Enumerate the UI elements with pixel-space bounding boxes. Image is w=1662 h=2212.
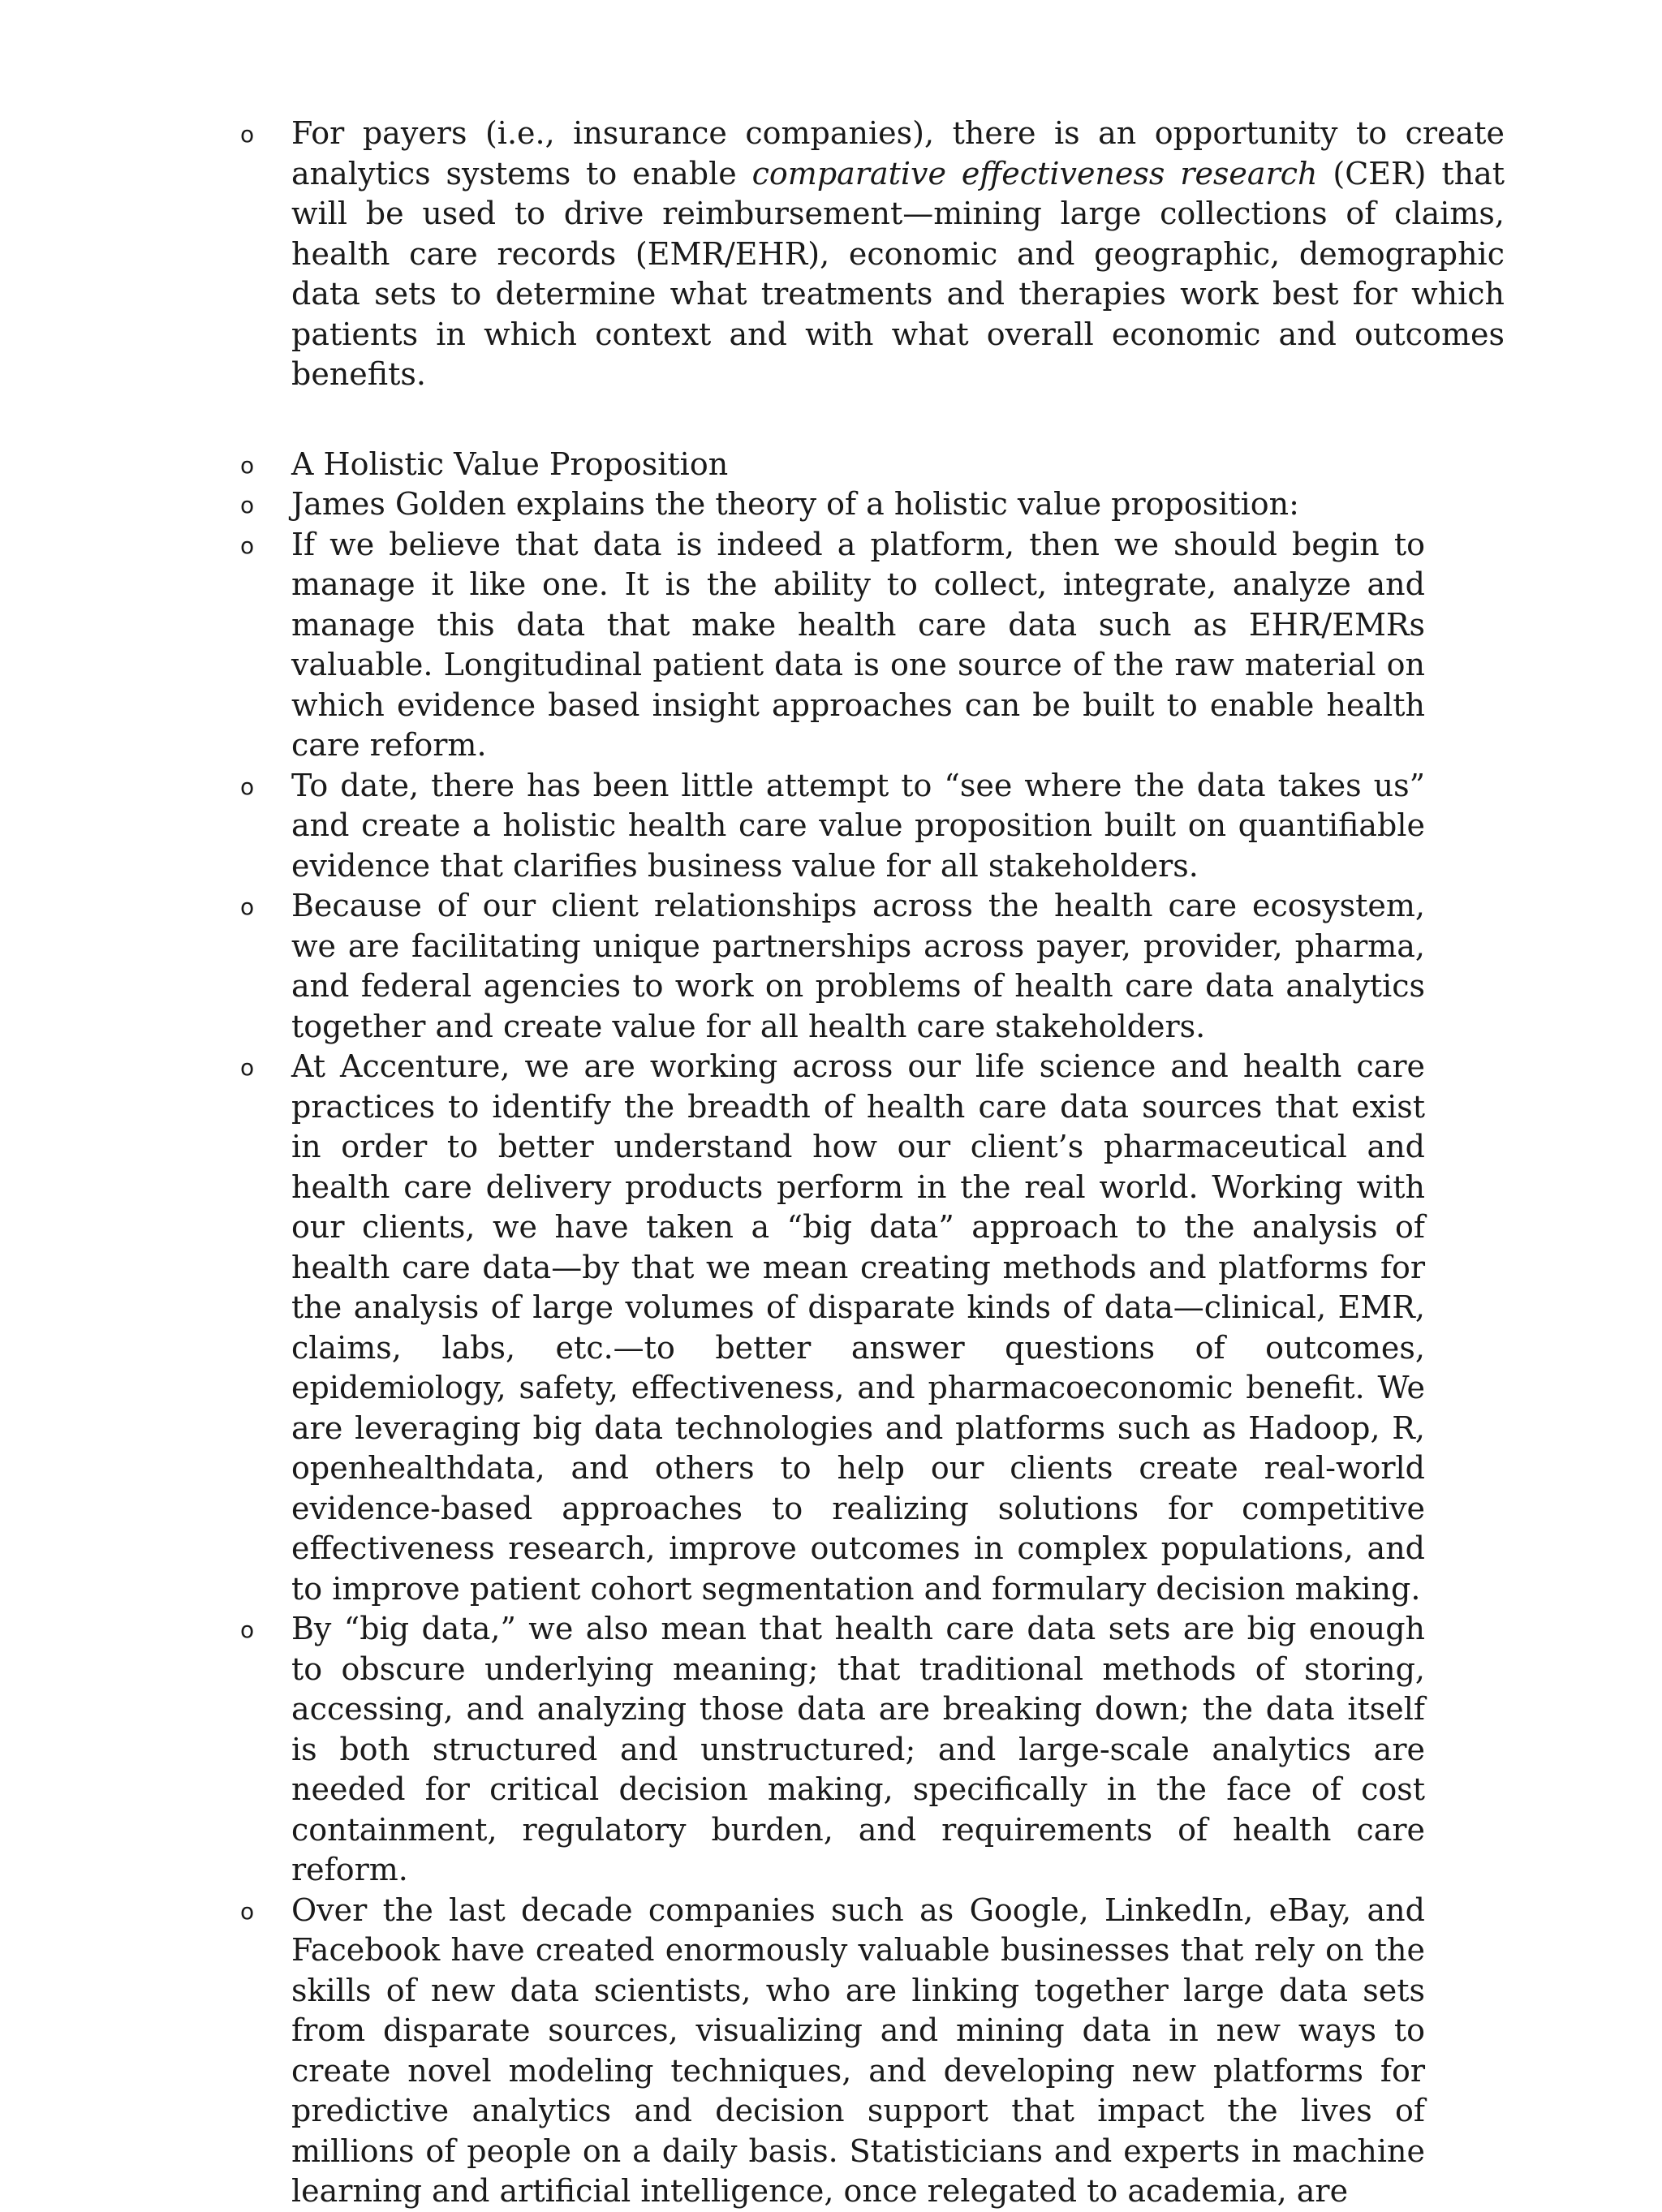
bullet-text: Over the last decade companies such as Google, LinkedIn, eBay, and Facebook have created enormously valuable businesses that rely on the skills of new data scientists, who are linking together large data sets from disparate sources, visualizing and mining data in new ways to create novel modeling techniques, and developing new platforms for predictive analytics and decision support that impact the lives of millions of people on a daily basis. Statisticians and experts in machine learning and artificial intelligence, once relegated to academia, are — [291, 1891, 1425, 2209]
bullet-marker: o — [240, 492, 255, 519]
bullet-text: James Golden explains the theory of a holistic value proposition: — [291, 486, 1299, 522]
bullet-marker: o — [240, 531, 255, 559]
bullet-item-golden — [240, 484, 1425, 525]
bullet-text-emphasis: comparative effectiveness research — [751, 155, 1318, 192]
bullet-marker: o — [240, 772, 255, 800]
bullet-list — [240, 114, 1505, 2212]
bullet-item-payers — [240, 114, 1505, 395]
bullet-item-to-date — [240, 766, 1425, 887]
bullet-marker: o — [240, 1897, 255, 1925]
bullet-item-platform — [240, 525, 1425, 766]
bullet-text: At Accenture, we are working across our life science and health care practices to identify the breadth of health care data sources that exist in order to better understand how our client’s pharmaceutical and health care delivery products perform in the real world. Working with our clients, we have taken a “big data” approach to the analysis of health care data—by that we mean creating methods and platforms for the analysis of large volumes of disparate kinds of data—clinical, EMR, claims, labs, etc.—to better answer questions of outcomes, epidemiology, safety, effectiveness, and pharmacoeconomic benefit. We are leveraging big data technologies and platforms such as Hadoop, R, openhealthdata, and others to help our clients create real-world evidence-based approaches to realizing solutions for competitive effectiveness research, improve outcomes in complex populations, and to improve patient cohort segmentation and formulary decision making. — [291, 1048, 1425, 1607]
bullet-text: If we believe that data is indeed a platform, then we should begin to manage it like one. It is the ability to collect, integrate, analyze and manage this data that make health care data such as EHR/EMRs valuable. Longitudinal patient data is one source of the raw material on which evidence based insight approaches can be built to enable health care reform. — [291, 526, 1425, 763]
bullet-marker: o — [240, 1616, 255, 1643]
bullet-text: To date, there has been little attempt to “see where the data takes us” and create a holistic health care value proposition built on quantifiable evidence that clarifies business value for all stakeholders. — [291, 767, 1425, 884]
bullet-text: Because of our client relationships across the health care ecosystem, we are facilitating unique partnerships across payer, provider, pharma, and federal agencies to work on problems of health care data analytics together and create value for all health care stakeholders. — [291, 888, 1425, 1044]
bullet-marker: o — [240, 893, 255, 920]
bullet-text: For payers (i.e., insurance companies), there is an opportunity to create analytics systems to enable — [291, 115, 1505, 192]
bullet-text: By “big data,” we also mean that health care data sets are big enough to obscure underlying meaning; that traditional methods of storing, accessing, and analyzing those data are breaking down; the data itself is both structured and unstructured; and large-scale analytics are needed for critical decision making, specifically in the face of cost containment, regulatory burden, and requirements of health care reform. — [291, 1611, 1425, 1887]
bullet-marker: o — [240, 451, 255, 479]
bullet-marker: o — [240, 121, 255, 148]
bullet-item-big-data — [240, 1609, 1425, 1891]
bullet-item-last-decade — [240, 1891, 1425, 2212]
bullet-text: (CER) that will be used to drive reimbursement—mining large collections of claims, health care records (EMR/EHR), economic and geographic, demographic data sets to determine what treatments and therapies work best for which patients in which context and with what overall economic and outcomes benefits. — [291, 155, 1505, 392]
bullet-marker: o — [240, 1054, 255, 1081]
bullet-item-accenture — [240, 1047, 1425, 1609]
bullet-item-client-relationships — [240, 886, 1425, 1047]
bullet-text: A Holistic Value Proposition — [291, 445, 729, 482]
bullet-item-heading — [240, 445, 1425, 485]
